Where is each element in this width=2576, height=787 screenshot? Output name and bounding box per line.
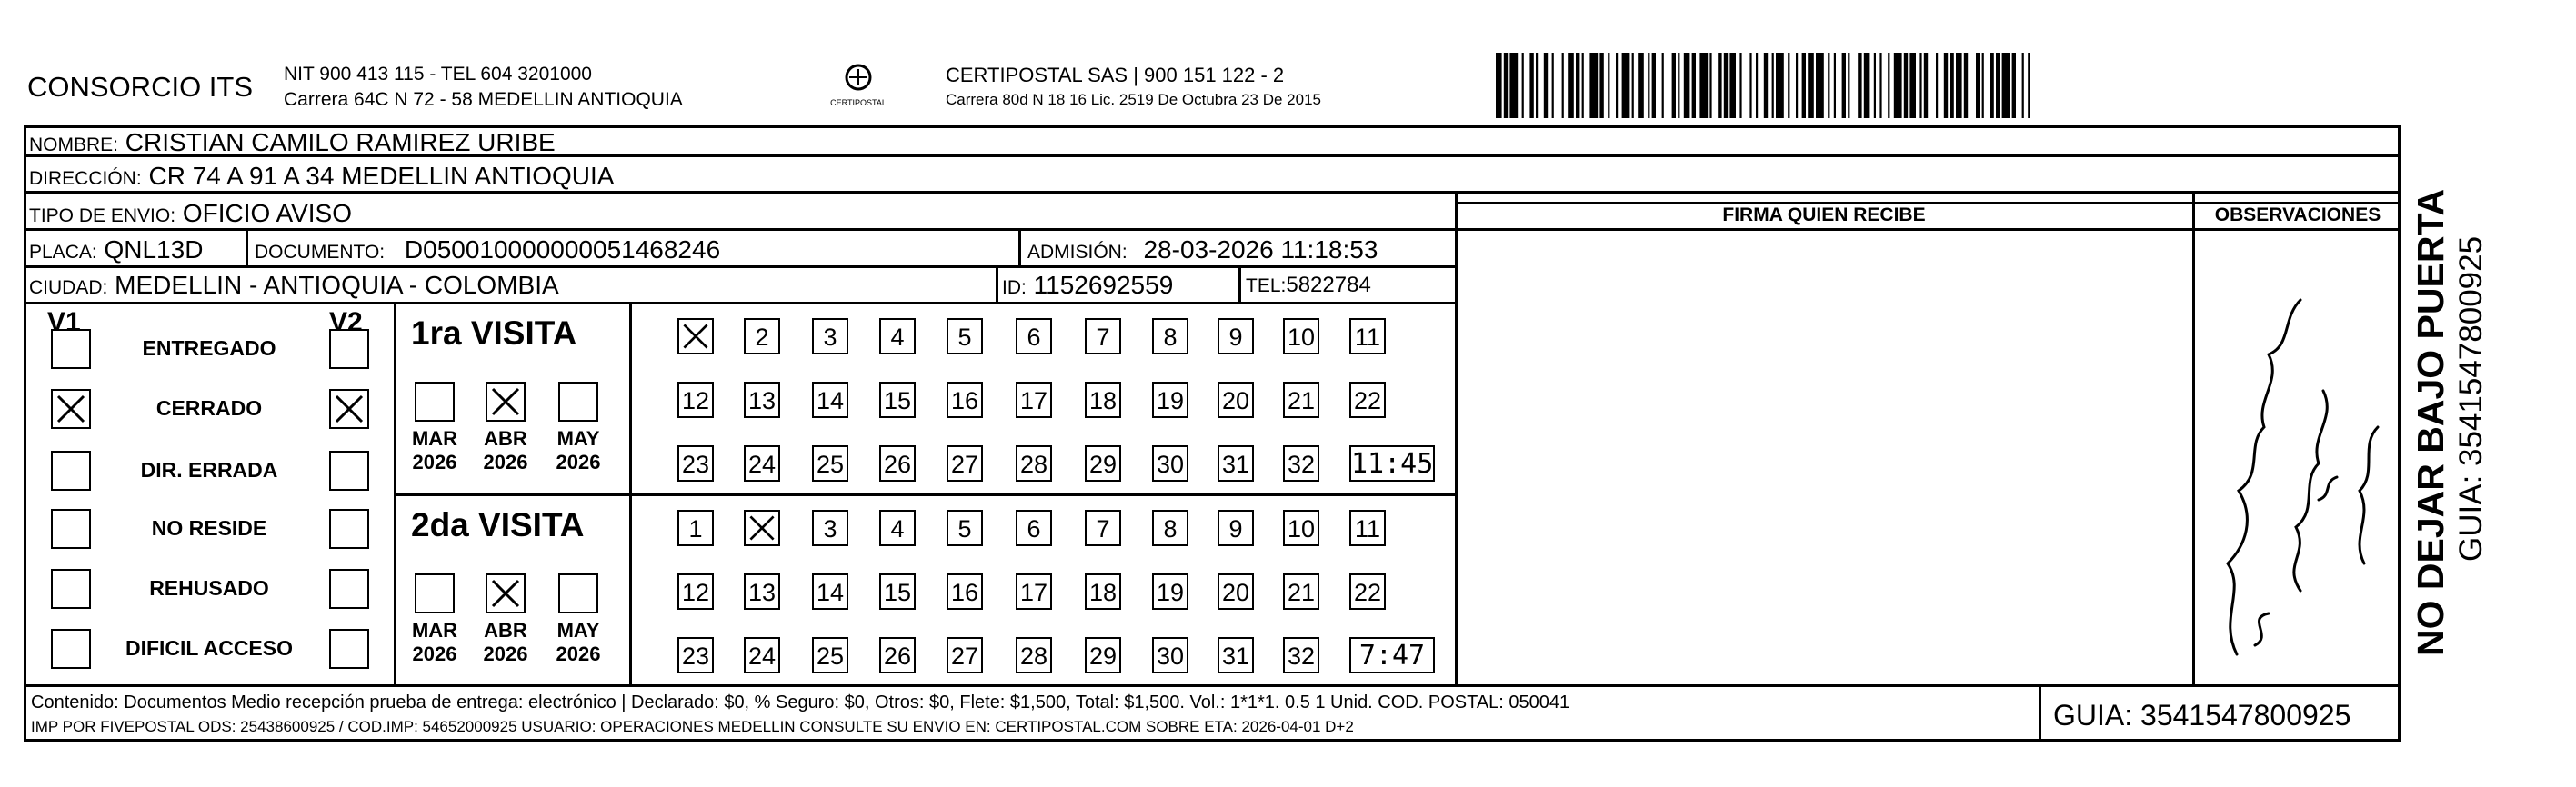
day-box-15[interactable]: 15 — [879, 573, 916, 610]
v2-checkbox-3[interactable] — [329, 451, 369, 491]
month-checkbox-may[interactable] — [558, 573, 598, 613]
footer-contenido: Contenido: Documentos Medio recepción prueba de entrega: electrónico | Declarado: $0, % Seguro: $0, Otros: $0, Flete: $1,500, Total: $1,500. Vol.: 1*1*1. 0.5 1 Unid. COD. POSTAL: 050041 — [31, 692, 1570, 712]
day-box-4[interactable]: 4 — [879, 318, 916, 354]
day-box-9[interactable]: 9 — [1218, 318, 1254, 354]
visit-time[interactable]: 11:45 — [1349, 445, 1435, 482]
day-box-2[interactable]: 2 — [744, 318, 780, 354]
direccion-value: CR 74 A 91 A 34 MEDELLIN ANTIOQUIA — [148, 162, 615, 190]
day-box-17[interactable]: 17 — [1016, 573, 1052, 610]
direccion-label: DIRECCIÓN: — [29, 168, 142, 189]
day-box-19[interactable]: 19 — [1152, 382, 1188, 418]
day-box-11[interactable]: 11 — [1349, 318, 1386, 354]
status-label: DIFICIL ACCESO — [125, 636, 293, 660]
day-box-4[interactable]: 4 — [879, 510, 916, 546]
day-box-1[interactable]: 1 — [677, 510, 714, 546]
no-dejar-bajo-puerta: NO DEJAR BAJO PUERTA — [2410, 188, 2451, 656]
day-box-25[interactable]: 25 — [812, 637, 848, 673]
day-box-3[interactable]: 3 — [812, 318, 848, 354]
day-box-27[interactable]: 27 — [947, 445, 983, 482]
v1-header: V1 — [47, 307, 81, 337]
status-label: ENTREGADO — [142, 336, 276, 360]
day-box-23[interactable]: 23 — [677, 445, 714, 482]
carrier-address: Carrera 80d N 18 16 Lic. 2519 De Octubra 23 De 2015 — [946, 91, 1321, 108]
day-box-17[interactable]: 17 — [1016, 382, 1052, 418]
month-label: ABR — [484, 427, 527, 450]
day-box-12[interactable]: 12 — [677, 382, 714, 418]
nombre-value: CRISTIAN CAMILO RAMIREZ URIBE — [125, 128, 556, 156]
month-checkbox-abr[interactable] — [486, 382, 526, 422]
day-box-6[interactable]: 6 — [1016, 318, 1052, 354]
day-box-11[interactable]: 11 — [1349, 510, 1386, 546]
month-label: MAR — [411, 619, 458, 642]
status-label: REHUSADO — [149, 576, 269, 600]
tipo-row — [29, 199, 352, 228]
day-box-21[interactable]: 21 — [1283, 382, 1319, 418]
day-box-31[interactable]: 31 — [1218, 445, 1254, 482]
day-box-20[interactable]: 20 — [1218, 573, 1254, 610]
svg-text:CERTIPOSTAL: CERTIPOSTAL — [830, 98, 887, 107]
month-checkbox-mar[interactable] — [415, 382, 455, 422]
handwritten-signature — [2182, 291, 2419, 672]
day-box-24[interactable]: 24 — [744, 637, 780, 673]
tel-value: 5822784 — [1286, 273, 1371, 297]
documento-row — [255, 235, 720, 264]
month-label: MAY — [556, 619, 600, 642]
month-checkbox-mar[interactable] — [415, 573, 455, 613]
day-box-8[interactable]: 8 — [1152, 510, 1188, 546]
documento-value: D050010000000051468246 — [404, 235, 721, 264]
day-box-27[interactable]: 27 — [947, 637, 983, 673]
direccion-row — [29, 162, 614, 191]
month-label: MAY — [556, 427, 600, 450]
carrier-name: CERTIPOSTAL SAS | 900 151 122 - 2 — [946, 64, 1285, 86]
day-box-29[interactable]: 29 — [1085, 445, 1121, 482]
admision-row — [1027, 235, 1378, 264]
day-box-26[interactable]: 26 — [879, 445, 916, 482]
v1-checkbox-1[interactable] — [51, 329, 91, 369]
day-box-7[interactable]: 7 — [1085, 510, 1121, 546]
barcode — [1496, 53, 2214, 118]
id-value: 1152692559 — [1033, 271, 1174, 299]
v1-checkbox-6[interactable] — [51, 629, 91, 669]
nombre-label: NOMBRE: — [29, 134, 119, 155]
day-box-3[interactable]: 3 — [812, 510, 848, 546]
day-box-18[interactable]: 18 — [1085, 573, 1121, 610]
v1-checkbox-2[interactable] — [51, 389, 91, 429]
visit-title: 1ra VISITA — [411, 314, 577, 352]
v2-checkbox-6[interactable] — [329, 629, 369, 669]
firma-header: FIRMA QUIEN RECIBE — [1722, 204, 1926, 225]
day-box-13[interactable]: 13 — [744, 573, 780, 610]
v1-checkbox-3[interactable] — [51, 451, 91, 491]
day-box-1[interactable] — [677, 318, 714, 354]
day-box-16[interactable]: 16 — [947, 382, 983, 418]
footer-imp: IMP POR FIVEPOSTAL ODS: 25438600925 / COD.IMP: 54652000925 USUARIO: OPERACIONES MEDELLIN CONSULTE SU ENVIO EN: CERTIPOSTAL.COM SOBRE ETA: 2026-04-01 D+2 — [31, 718, 1354, 735]
day-box-25[interactable]: 25 — [812, 445, 848, 482]
id-row — [1002, 271, 1173, 300]
day-box-8[interactable]: 8 — [1152, 318, 1188, 354]
day-box-10[interactable]: 10 — [1283, 318, 1319, 354]
day-box-15[interactable]: 15 — [879, 382, 916, 418]
day-box-32[interactable]: 32 — [1283, 445, 1319, 482]
status-label: DIR. ERRADA — [140, 458, 278, 482]
year-label: 2026 — [556, 451, 601, 473]
day-box-5[interactable]: 5 — [947, 318, 983, 354]
ciudad-row — [29, 271, 559, 300]
day-box-22[interactable]: 22 — [1349, 573, 1386, 610]
v2-checkbox-2[interactable] — [329, 389, 369, 429]
v2-checkbox-5[interactable] — [329, 569, 369, 609]
day-box-5[interactable]: 5 — [947, 510, 983, 546]
v1-checkbox-4[interactable] — [51, 509, 91, 549]
day-box-32[interactable]: 32 — [1283, 637, 1319, 673]
day-box-28[interactable]: 28 — [1016, 637, 1052, 673]
placa-row — [29, 235, 203, 264]
day-box-12[interactable]: 12 — [677, 573, 714, 610]
v2-header: V2 — [329, 307, 363, 337]
day-box-14[interactable]: 14 — [812, 382, 848, 418]
month-checkbox-may[interactable] — [558, 382, 598, 422]
status-label: CERRADO — [155, 396, 263, 420]
v2-checkbox-1[interactable] — [329, 329, 369, 369]
placa-label: PLACA: — [29, 242, 97, 263]
year-label: 2026 — [412, 643, 457, 665]
certipostal-logo — [827, 62, 889, 111]
day-box-7[interactable]: 7 — [1085, 318, 1121, 354]
month-checkbox-abr[interactable] — [486, 573, 526, 613]
day-box-10[interactable]: 10 — [1283, 510, 1319, 546]
ciudad-label: CIUDAD: — [29, 277, 108, 298]
month-label: MAR — [411, 427, 458, 450]
month-label: ABR — [484, 619, 527, 642]
day-box-6[interactable]: 6 — [1016, 510, 1052, 546]
day-box-9[interactable]: 9 — [1218, 510, 1254, 546]
day-box-21[interactable]: 21 — [1283, 573, 1319, 610]
tel-row — [1246, 273, 1371, 298]
day-box-30[interactable]: 30 — [1152, 637, 1188, 673]
day-box-24[interactable]: 24 — [744, 445, 780, 482]
status-label: NO RESIDE — [151, 516, 267, 540]
day-box-29[interactable]: 29 — [1085, 637, 1121, 673]
year-label: 2026 — [483, 643, 528, 665]
observaciones-header: OBSERVACIONES — [2214, 204, 2381, 225]
day-box-2[interactable] — [744, 510, 780, 546]
admision-label: ADMISIÓN: — [1027, 242, 1128, 263]
id-label: ID: — [1002, 277, 1027, 298]
company-address: Carrera 64C N 72 - 58 MEDELLIN ANTIOQUIA — [284, 89, 683, 110]
admision-value: 28-03-2026 11:18:53 — [1143, 235, 1378, 264]
placa-value: QNL13D — [104, 235, 204, 264]
tipo-value: OFICIO AVISO — [182, 199, 352, 227]
documento-label: DOCUMENTO: — [255, 242, 386, 263]
year-label: 2026 — [412, 451, 457, 473]
year-label: 2026 — [483, 451, 528, 473]
visit-title: 2da VISITA — [411, 506, 585, 543]
tel-label: TEL: — [1246, 275, 1287, 296]
day-box-31[interactable]: 31 — [1218, 637, 1254, 673]
day-box-18[interactable]: 18 — [1085, 382, 1121, 418]
visit-time[interactable]: 7:47 — [1349, 637, 1435, 673]
day-box-13[interactable]: 13 — [744, 382, 780, 418]
v2-checkbox-4[interactable] — [329, 509, 369, 549]
v1-checkbox-5[interactable] — [51, 569, 91, 609]
side-guia: GUIA: 3541547800925 — [2453, 235, 2489, 562]
day-box-30[interactable]: 30 — [1152, 445, 1188, 482]
day-box-20[interactable]: 20 — [1218, 382, 1254, 418]
day-box-23[interactable]: 23 — [677, 637, 714, 673]
day-box-28[interactable]: 28 — [1016, 445, 1052, 482]
company-nit: NIT 900 413 115 - TEL 604 3201000 — [284, 64, 592, 85]
nombre-row — [29, 128, 556, 157]
company-name: CONSORCIO ITS — [27, 71, 254, 103]
day-box-26[interactable]: 26 — [879, 637, 916, 673]
tipo-label: TIPO DE ENVIO: — [29, 205, 176, 226]
year-label: 2026 — [556, 643, 601, 665]
ciudad-value: MEDELLIN - ANTIOQUIA - COLOMBIA — [115, 271, 559, 299]
day-box-19[interactable]: 19 — [1152, 573, 1188, 610]
day-box-22[interactable]: 22 — [1349, 382, 1386, 418]
day-box-16[interactable]: 16 — [947, 573, 983, 610]
footer-guia: GUIA: 3541547800925 — [2053, 699, 2351, 732]
day-box-14[interactable]: 14 — [812, 573, 848, 610]
